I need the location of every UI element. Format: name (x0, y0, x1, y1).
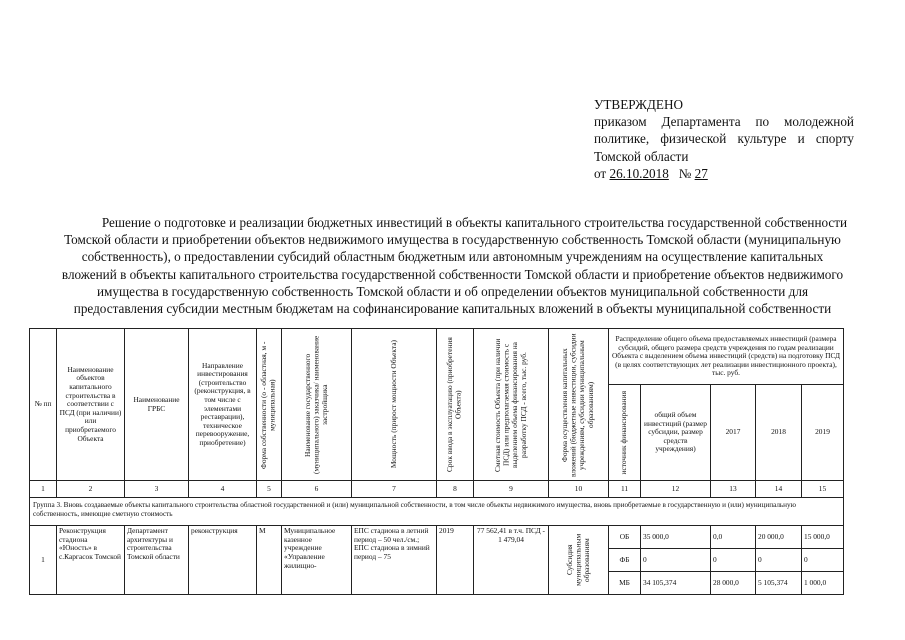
fin-2019: 15 000,0 (802, 526, 844, 549)
header-form: Форма осуществления капитальных вложений (бюджетные инвестиции, субсидии учреждениям, субсидии муниципальным образованиям) (549, 329, 609, 481)
fin-source: ОБ (609, 526, 641, 549)
approval-heading: УТВЕРЖДЕНО (594, 97, 684, 112)
row-no: 1 (30, 526, 57, 595)
group-row (30, 498, 844, 526)
fin-source: ФБ (609, 549, 641, 572)
header-ownership: Форма собственности (о - областная, м - муниципальная) (257, 329, 282, 481)
fin-2018: 0 (756, 549, 802, 572)
approval-line-1: приказом Департамента по молодежной (594, 114, 854, 130)
table-row (30, 526, 844, 549)
row-form: Субсидия муниципальным образованиям (549, 526, 609, 595)
approval-number: 27 (694, 165, 708, 181)
header-total: общий объем инвестиций (размер субсидии, размер средств учреждения) (641, 385, 711, 481)
header-object-name: Наименование объектов капитального строительства в соответствии с ПСД (при наличии) или приобретаемого Объекта (57, 329, 125, 481)
row-grbs: Департамент архитектуры и строительства Томской области (125, 526, 189, 595)
investment-table (29, 328, 844, 595)
column-numbers-row: 1 2 3 4 5 6 7 8 9 10 11 12 13 14 15 (30, 481, 844, 498)
row-cost: 77 562,41 в т.ч. ПСД - 1 479,04 (474, 526, 549, 595)
header-2017: 2017 (711, 385, 756, 481)
fin-2019: 0 (802, 549, 844, 572)
row-ownership: М (257, 526, 282, 595)
header-capacity: Мощность (прирост мощности Объекта) (352, 329, 437, 481)
header-grbs: Наименование ГРБС (125, 329, 189, 481)
row-direction: реконструкция (189, 526, 257, 595)
fin-2017: 0 (711, 549, 756, 572)
fin-2018: 20 000,0 (756, 526, 802, 549)
row-term: 2019 (437, 526, 474, 595)
fin-2019: 1 000,0 (802, 572, 844, 595)
approval-date-line: от 26.10.2018 № 27 (594, 165, 708, 181)
row-customer: Муниципальное казенное учреждение «Управление жилищно- (282, 526, 352, 595)
fin-2017: 28 000,0 (711, 572, 756, 595)
header-customer: Наименование государственного (муниципального) заказчика/ наименование застройщика (282, 329, 352, 481)
header-term: Срок ввода в эксплуатацию (приобретения Объекта) (437, 329, 474, 481)
row-capacity: ЕПС стадиона в летний период – 50 чел./см.; ЕПС стадиона в зимний период – 75 (352, 526, 437, 595)
header-direction: Направление инвестирования (строительство (реконструкция, в том числе с элементами реставрации), техническое перевооружение, приобретение) (189, 329, 257, 481)
fin-source: МБ (609, 572, 641, 595)
approval-date: 26.10.2018 (609, 165, 669, 181)
header-distribution: Распределение общего объема предоставляемых инвестиций (размера субсидий, общего размера средств учреждения по годам реализации Объекта с выделением объема инвестиций (средств) на подготовку ПСД (в целях соответствующих лет реализации инвестиционного проекта), тыс. руб. (609, 329, 844, 385)
approval-line-3: Томской области (594, 148, 689, 164)
fin-total: 34 105,374 (641, 572, 711, 595)
header-2018: 2018 (756, 385, 802, 481)
fin-total: 0 (641, 549, 711, 572)
row-object-name: Реконструкция стадиона «Юность» в с.Каргасок Томской (57, 526, 125, 595)
group-text: Группа 3. Вновь создаваемые объекты капитального строительства областной государственной и (или) муниципальной собственности, в том числе объекты недвижимого имущества, вновь приобретаемые в государственную и (или) муниципальную собственность, имеющие сметную стоимость (30, 498, 844, 526)
header-2019: 2019 (802, 385, 844, 481)
fin-total: 35 000,0 (641, 526, 711, 549)
header-source: источник финансирования (609, 385, 641, 481)
header-cost: Сметная стоимость Объекта (при наличии ПСД) или предполагаемая стоимость с выделением объема финансирования на разработку ПСД - всего, тыс. руб. (474, 329, 549, 481)
fin-2017: 0,0 (711, 526, 756, 549)
document-title: Решение о подготовке и реализации бюджетных инвестиций в объекты капитального строительства государственной собственности Томской области и приобретении объектов недвижимого имущества в государственную собственность Томской области (муниципальную собственность), о предоставлении субсидий областным бюджетным или автономным учреждениям на осуществление капитальных вложений в объекты капитального строительства государственной собственности Томской области и приобретение объектов недвижимого имущества в государственную собственность Томской области и об определении объектов муниципальной собственности для предоставления субсидии местным бюджетам на софинансирование капитальных вложений в объекты муниципальной собственности (61, 215, 848, 317)
approval-block (594, 96, 854, 182)
header-no: № пп (30, 329, 57, 481)
fin-2018: 5 105,374 (756, 572, 802, 595)
approval-line-2: политике, физической культуре и спорту (594, 131, 854, 147)
